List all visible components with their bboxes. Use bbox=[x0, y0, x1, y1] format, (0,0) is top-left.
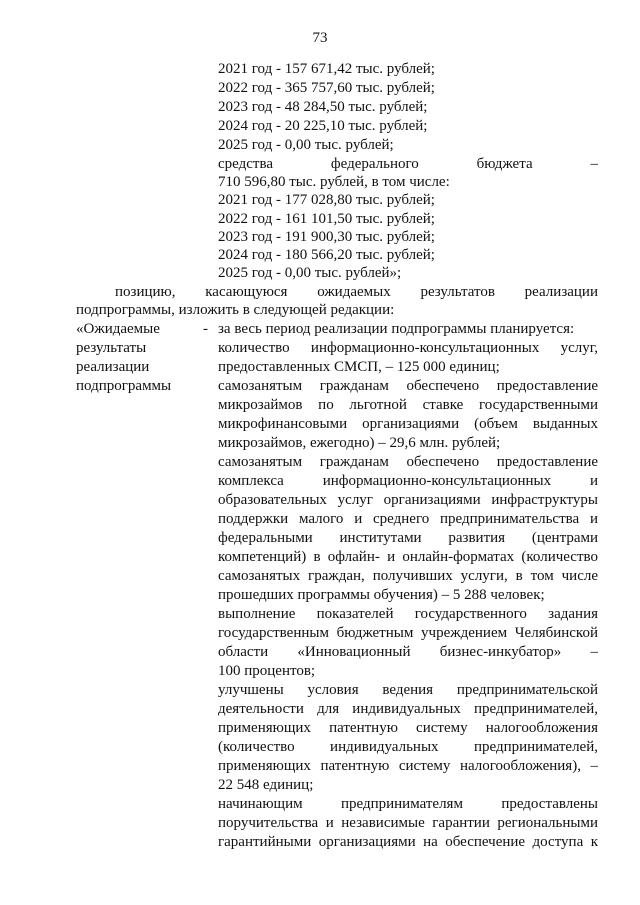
results-line: комплекса информационно-консультационных и bbox=[218, 473, 598, 489]
results-line: гарантийными организациями на обеспечение доступа к bbox=[218, 834, 598, 850]
funding-line: 2024 год - 20 225,10 тыс. рублей; bbox=[218, 118, 428, 134]
funding-line: 2025 год - 0,00 тыс. рублей»; bbox=[218, 265, 402, 281]
results-line: федеральными институтами развития (центрами bbox=[218, 530, 598, 546]
results-line: 100 процентов; bbox=[218, 663, 316, 679]
results-line: предоставленных СМСП, – 125 000 единиц; bbox=[218, 359, 500, 375]
results-line: за весь период реализации подпрограммы планируется: bbox=[218, 321, 575, 337]
results-line: применяющих патентную систему налогообложения bbox=[218, 720, 598, 736]
results-line: выполнение показателей государственного задания bbox=[218, 606, 598, 622]
results-line: поручительства и независимые гарантии региональными bbox=[218, 815, 598, 831]
results-line: самозанятым гражданам обеспечено предоставление bbox=[218, 454, 598, 470]
funding-line: средства федерального бюджета – bbox=[218, 156, 598, 172]
results-line: самозанятых граждан, получивших услуги, в том числе bbox=[218, 568, 598, 584]
results-line: образовательных услуг организациями инфраструктуры bbox=[218, 492, 598, 508]
results-line: микрозаймов, ежегодно) – 29,6 млн. рублей; bbox=[218, 435, 501, 451]
funding-line: 2024 год - 180 566,20 тыс. рублей; bbox=[218, 247, 435, 263]
dash-separator: - bbox=[203, 321, 208, 337]
expected-results-label: «Ожидаемые bbox=[76, 321, 160, 337]
expected-results-label: реализации bbox=[76, 359, 150, 375]
results-line: прошедших программы обучения) – 5 288 человек; bbox=[218, 587, 545, 603]
results-line: количество информационно-консультационных услуг, bbox=[218, 340, 598, 356]
results-line: деятельности для индивидуальных предпринимателей, bbox=[218, 701, 598, 717]
funding-line: 710 596,80 тыс. рублей, в том числе: bbox=[218, 174, 450, 190]
funding-line: 2021 год - 157 671,42 тыс. рублей; bbox=[218, 61, 435, 77]
results-line: самозанятым гражданам обеспечено предоставление bbox=[218, 378, 598, 394]
results-line: улучшены условия ведения предпринимательской bbox=[218, 682, 598, 698]
funding-line: 2022 год - 161 101,50 тыс. рублей; bbox=[218, 211, 435, 227]
results-line: государственным бюджетным учреждением Челябинской bbox=[218, 625, 598, 641]
results-line: поддержки малого и среднего предпринимательства и bbox=[218, 511, 598, 527]
expected-results-label: подпрограммы bbox=[76, 378, 172, 394]
page-number: 73 bbox=[312, 30, 328, 46]
intro-line: подпрограммы, изложить в следующей редакции: bbox=[76, 302, 395, 318]
results-line: 22 548 единиц; bbox=[218, 777, 314, 793]
intro-line: позицию, касающуюся ожидаемых результатов реализации bbox=[115, 284, 598, 300]
funding-line: 2023 год - 48 284,50 тыс. рублей; bbox=[218, 99, 428, 115]
results-line: компетенций) в офлайн- и онлайн-форматах (количество bbox=[218, 549, 598, 565]
results-line: микрозаймов по льготной ставке государственными bbox=[218, 397, 598, 413]
funding-line: 2021 год - 177 028,80 тыс. рублей; bbox=[218, 192, 435, 208]
results-line: области «Инновационный бизнес-инкубатор» – bbox=[218, 644, 598, 660]
funding-line: 2025 год - 0,00 тыс. рублей; bbox=[218, 137, 394, 153]
results-line: начинающим предпринимателям предоставлены bbox=[218, 796, 598, 812]
results-line: применяющих патентную систему налогообложения), – bbox=[218, 758, 598, 774]
results-line: (количество индивидуальных предпринимателей, bbox=[218, 739, 598, 755]
funding-line: 2022 год - 365 757,60 тыс. рублей; bbox=[218, 80, 435, 96]
expected-results-label: результаты bbox=[76, 340, 147, 356]
results-line: микрофинансовыми организациями (объем выданных bbox=[218, 416, 598, 432]
funding-line: 2023 год - 191 900,30 тыс. рублей; bbox=[218, 229, 435, 245]
